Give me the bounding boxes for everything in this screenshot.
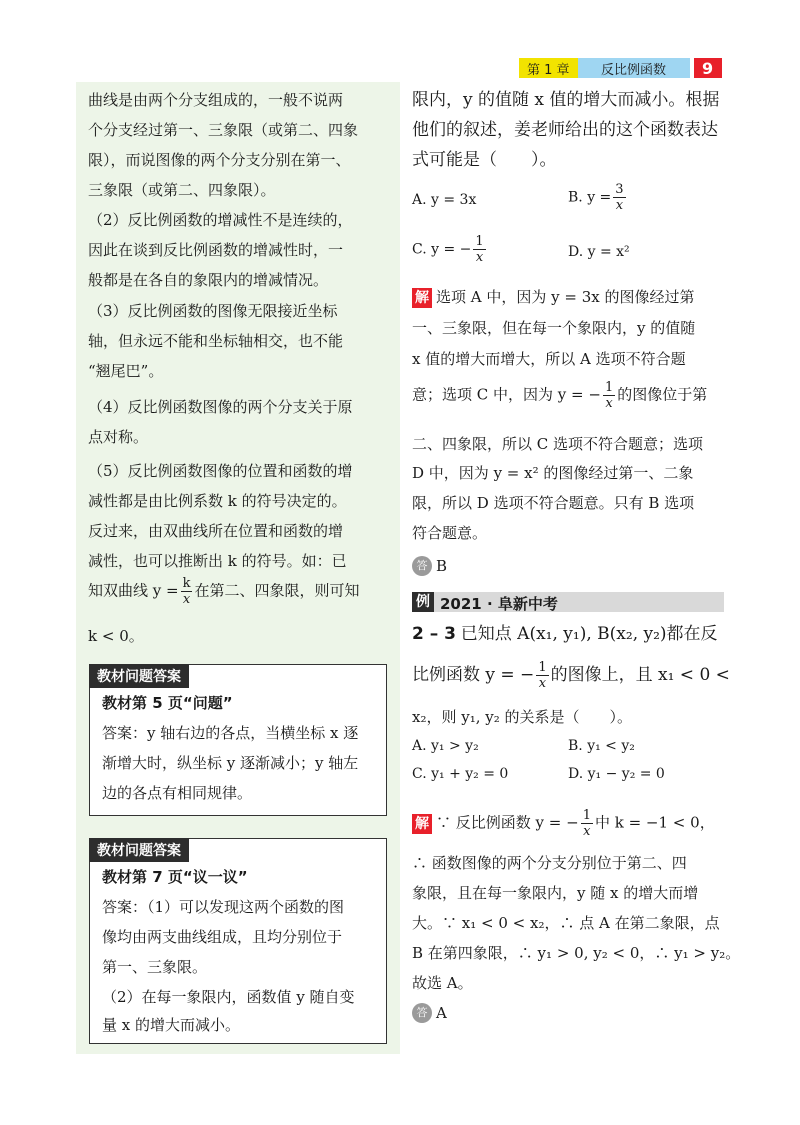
solution-line: ∴ 函数图像的两个分支分别位于第二、四 (412, 854, 687, 872)
chapter-label: 第 1 章 (519, 58, 578, 78)
example-line: x₂，则 y₁, y₂ 的关系是（ ）。 (412, 708, 633, 726)
solution-line: 故选 A。 (412, 974, 473, 992)
box-line: 答案：（1）可以发现这两个函数的图 (102, 898, 345, 916)
left-line: 轴，但永远不能和坐标轴相交，也不能 (88, 332, 344, 350)
box-line: 量 x 的增大而减小。 (102, 1016, 240, 1034)
left-line: 般都是在各自的象限内的增减情况。 (88, 271, 329, 289)
box-line: （2）在每一象限内，函数值 y 随自变 (102, 988, 355, 1006)
right-line: 式可能是（ ）。 (412, 150, 557, 170)
left-line: （3）反比例函数的图像无限接近坐标 (88, 302, 338, 320)
answer-icon: 答 (412, 1003, 432, 1023)
example-number: 2 – 3 (412, 624, 456, 644)
left-line: 减性，也可以推断出 k 的符号。如：已 (88, 552, 347, 570)
fraction: $\frac{k}{x}$ (182, 576, 191, 607)
left-line: 点对称。 (88, 428, 149, 446)
solution-line: x 值的增大而增大，所以 A 选项不符合题 (412, 350, 686, 368)
box-line: 答案：y 轴右边的各点，当横坐标 x 逐 (102, 724, 359, 742)
box-heading: 教材第 5 页“问题” (102, 694, 233, 712)
formula-text: 在第二、四象限，则可知 (194, 581, 360, 600)
solution-line: B 在第四象限，∴ y₁ > 0, y₂ < 0，∴ y₁ > y₂。 (412, 944, 741, 962)
left-line: （2）反比例函数的增减性不是连续的， (88, 211, 353, 229)
fraction: $\frac{1}{x}$ (604, 380, 614, 411)
fraction: $\frac{1}{x}$ (475, 234, 484, 265)
box-tab-label: 教材问题答案 (89, 664, 189, 688)
example-line: 比例函数 y = − $\frac{1}{x}$ 的图像上，且 x₁ < 0 < (412, 660, 730, 691)
left-line: 三象限（或第二、四象限）。 (88, 181, 276, 199)
box-tab-label: 教材问题答案 (89, 838, 189, 862)
ex-option-b: B. y₁ < y₂ (568, 738, 635, 754)
solution-line: 象限，且在每一象限内，y 随 x 的增大而增 (412, 884, 699, 902)
box-line: 渐增大时，纵坐标 y 逐渐减小；y 轴左 (102, 754, 359, 772)
solution-line: 符合题意。 (412, 524, 488, 542)
solution-tag: 解 (412, 814, 432, 834)
left-line: （5）反比例函数图像的位置和函数的增 (88, 462, 353, 480)
fraction: $\frac{1}{x}$ (538, 660, 547, 691)
textbook-answer-box (89, 838, 387, 1044)
left-line: 反过来，由双曲线所在位置和函数的增 (88, 522, 344, 540)
box-line: 边的各点有相同规律。 (102, 784, 253, 802)
example-line: 2 – 3 已知点 A(x₁, y₁), B(x₂, y₂)都在反 (412, 624, 718, 644)
fraction: $\frac{1}{x}$ (582, 808, 591, 839)
left-line: 限），而说图像的两个分支分别在第一、 (88, 151, 351, 169)
chapter-header (519, 58, 722, 78)
left-line: 减性都是由比例系数 k 的符号决定的。 (88, 492, 347, 510)
left-line: “翘尾巴”。 (88, 362, 164, 380)
solution-line: 二、四象限，所以 C 选项不符合题意；选项 (412, 435, 704, 453)
option-b: B. y = $\frac{3}{x}$ (568, 182, 624, 213)
solution-line: 解 选项 A 中，因为 y = 3x 的图像经过第 (412, 287, 695, 308)
solution-line: 大。∵ x₁ < 0 < x₂，∴ 点 A 在第二象限，点 (412, 914, 720, 932)
right-line: 限内，y 的值随 x 值的增大而减小。根据 (412, 90, 720, 110)
left-line: k < 0。 (88, 627, 144, 645)
textbook-answer-box (89, 664, 387, 816)
example-tag: 例 (412, 592, 434, 612)
left-line: 个分支经过第一、三象限（或第二、四象 (88, 121, 359, 139)
left-line: （4）反比例函数图像的两个分支关于原 (88, 398, 353, 416)
ex-option-c: C. y₁ + y₂ = 0 (412, 766, 509, 782)
answer-value: A (436, 1004, 447, 1022)
option-d: D. y = x² (568, 244, 630, 260)
ex-option-a: A. y₁ > y₂ (412, 738, 479, 754)
left-line: 因此在谈到反比例函数的增减性时，一 (88, 241, 344, 259)
chapter-title: 反比例函数 (578, 58, 690, 78)
answer-value: B (436, 557, 448, 575)
option-a: A. y = 3x (412, 192, 477, 208)
left-formula-line (88, 576, 392, 607)
example-header-bar (412, 592, 724, 612)
ex-option-d: D. y₁ − y₂ = 0 (568, 766, 665, 782)
solution-line: 意；选项 C 中，因为 y = − $\frac{1}{x}$ 的图像位于第 (412, 380, 708, 411)
answer-icon: 答 (412, 556, 432, 576)
solution-line: 解 ∵ 反比例函数 y = − $\frac{1}{x}$ 中 k = −1 < 0， (412, 808, 715, 839)
left-line: 曲线是由两个分支组成的，一般不说两 (88, 91, 344, 109)
box-line: 像均由两支曲线组成，且均分别位于 (102, 928, 343, 946)
solution-line: 一、三象限，但在每一个象限内，y 的值随 (412, 319, 696, 337)
box-line: 第一、三象限。 (102, 958, 208, 976)
solution-tag: 解 (412, 288, 432, 308)
solution-line: D 中，因为 y = x² 的图像经过第一、二象 (412, 464, 694, 482)
formula-text: 知双曲线 y = (88, 581, 179, 600)
right-line: 他们的叙述，姜老师给出的这个函数表达 (412, 120, 718, 140)
example-source: 2021 · 阜新中考 (440, 595, 558, 613)
page-number: 9 (694, 58, 722, 78)
fraction: $\frac{3}{x}$ (615, 182, 624, 213)
box-heading: 教材第 7 页“议一议” (102, 868, 248, 886)
option-c: C. y = − $\frac{1}{x}$ (412, 234, 484, 265)
solution-line: 限，所以 D 选项不符合题意。只有 B 选项 (412, 494, 695, 512)
